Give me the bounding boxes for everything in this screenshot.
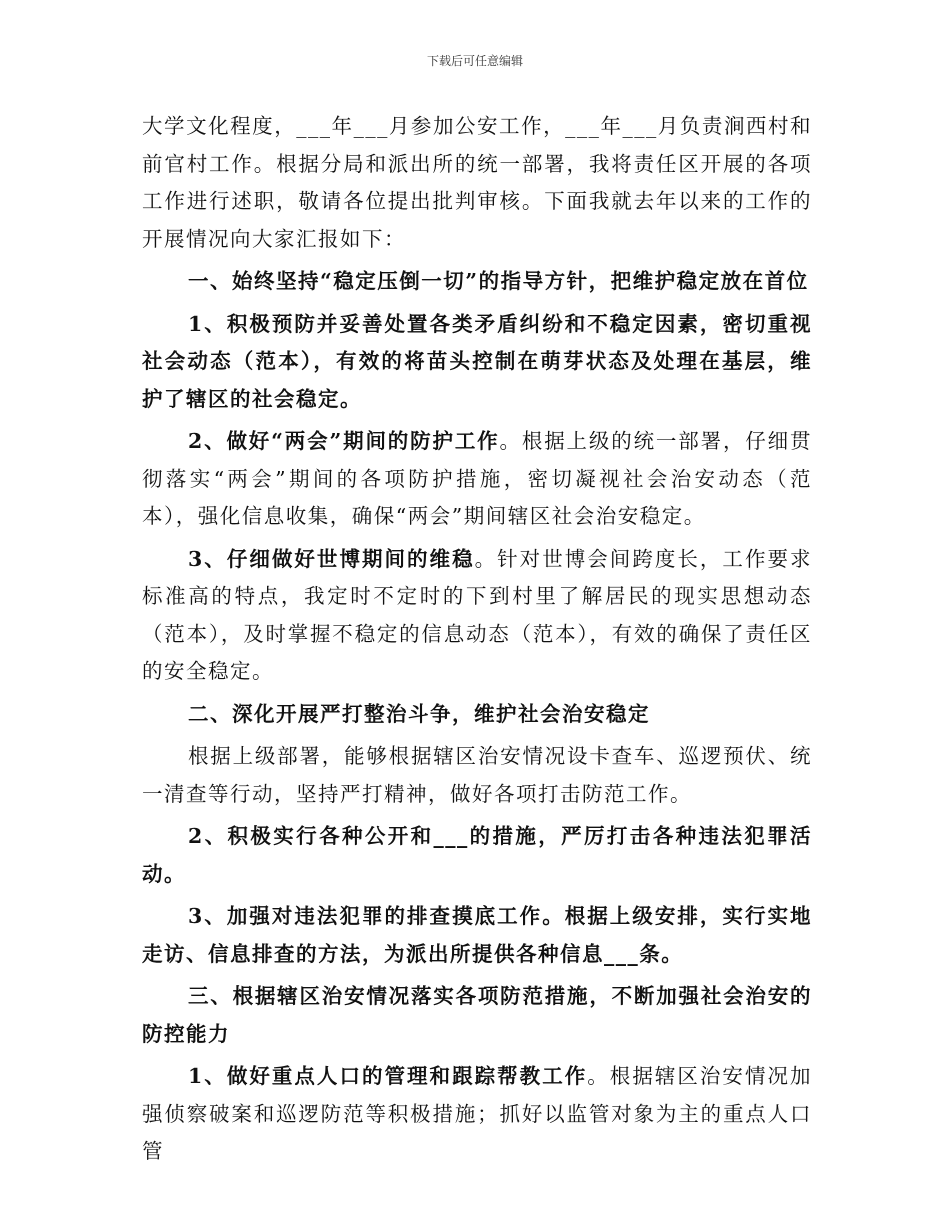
intro-paragraph: 大学文化程度，___年___月参加公安工作，___年___月负责涧西村和前官村工作。根据分局和派出所的统一部署，我将责任区开展的各项工作进行述职，敬请各位提出批判审核。下面我就去年以来的工作的开展情况向大家汇报如下：	[142, 114, 812, 251]
page-header: 下载后可任意编辑	[426, 54, 523, 68]
item-2-3: 3、加强对违法犯罪的排查摸底工作。根据上级安排，实行实地走访、信息排查的方法，为派出所提供各种信息___条。	[142, 904, 812, 966]
item-1-2-text: 。根据上级的统一部署，仔细贯彻落实“两会”期间的各项防护措施，密切凝视社会治安动态（范本），强化信息收集，确保“两会”期间辖区社会治安稳定。	[142, 429, 812, 528]
item-3-1	[142, 1058, 812, 1171]
section-heading-1: 一、始终坚持“稳定压倒一切”的指导方针，把维护稳定放在首位	[188, 269, 809, 293]
item-1-2	[142, 423, 812, 536]
section-heading-2: 二、深化开展严打整治斗争，维护社会治安稳定	[188, 701, 650, 726]
item-2-2: 2、积极实行各种公开和___的措施，严厉打击各种违法犯罪活动。	[142, 824, 812, 886]
item-1-3-lead: 3、仔细做好世博期间的维稳	[188, 546, 475, 571]
item-1-2-lead: 2、做好“两会”期间的防护工作	[188, 429, 500, 453]
item-3-1-lead: 1、做好重点人口的管理和跟踪帮教工作	[188, 1064, 588, 1088]
item-3-1-text: 。根据辖区治安情况加强侦察破案和巡逻防范等积极措施；抓好以监管对象为主的重点人口管	[142, 1064, 813, 1163]
section-heading-3: 三、根据辖区治安情况落实各项防范措施，不断加强社会治安的防控能力	[142, 984, 812, 1046]
item-1-3	[142, 541, 812, 691]
item-1-1: 1、积极预防并妥善处置各类矛盾纠纷和不稳定因素，密切重视社会动态（范本），有效的将苗头控制在萌芽状态及处理在基层，维护了辖区的社会稳定。	[142, 311, 812, 411]
item-2-1: 根据上级部署，能够根据辖区治安情况设卡查车、巡逻预伏、统一清查等行动，坚持严打精神，做好各项打击防范工作。	[142, 744, 812, 806]
item-1-3-text: 。针对世博会间跨度长，工作要求标准高的特点，我定时不定时的下到村里了解居民的现实思想动态（范本），及时掌握不稳定的信息动态（范本），有效的确保了责任区的安全稳定。	[142, 546, 813, 683]
document-body	[142, 108, 812, 1176]
